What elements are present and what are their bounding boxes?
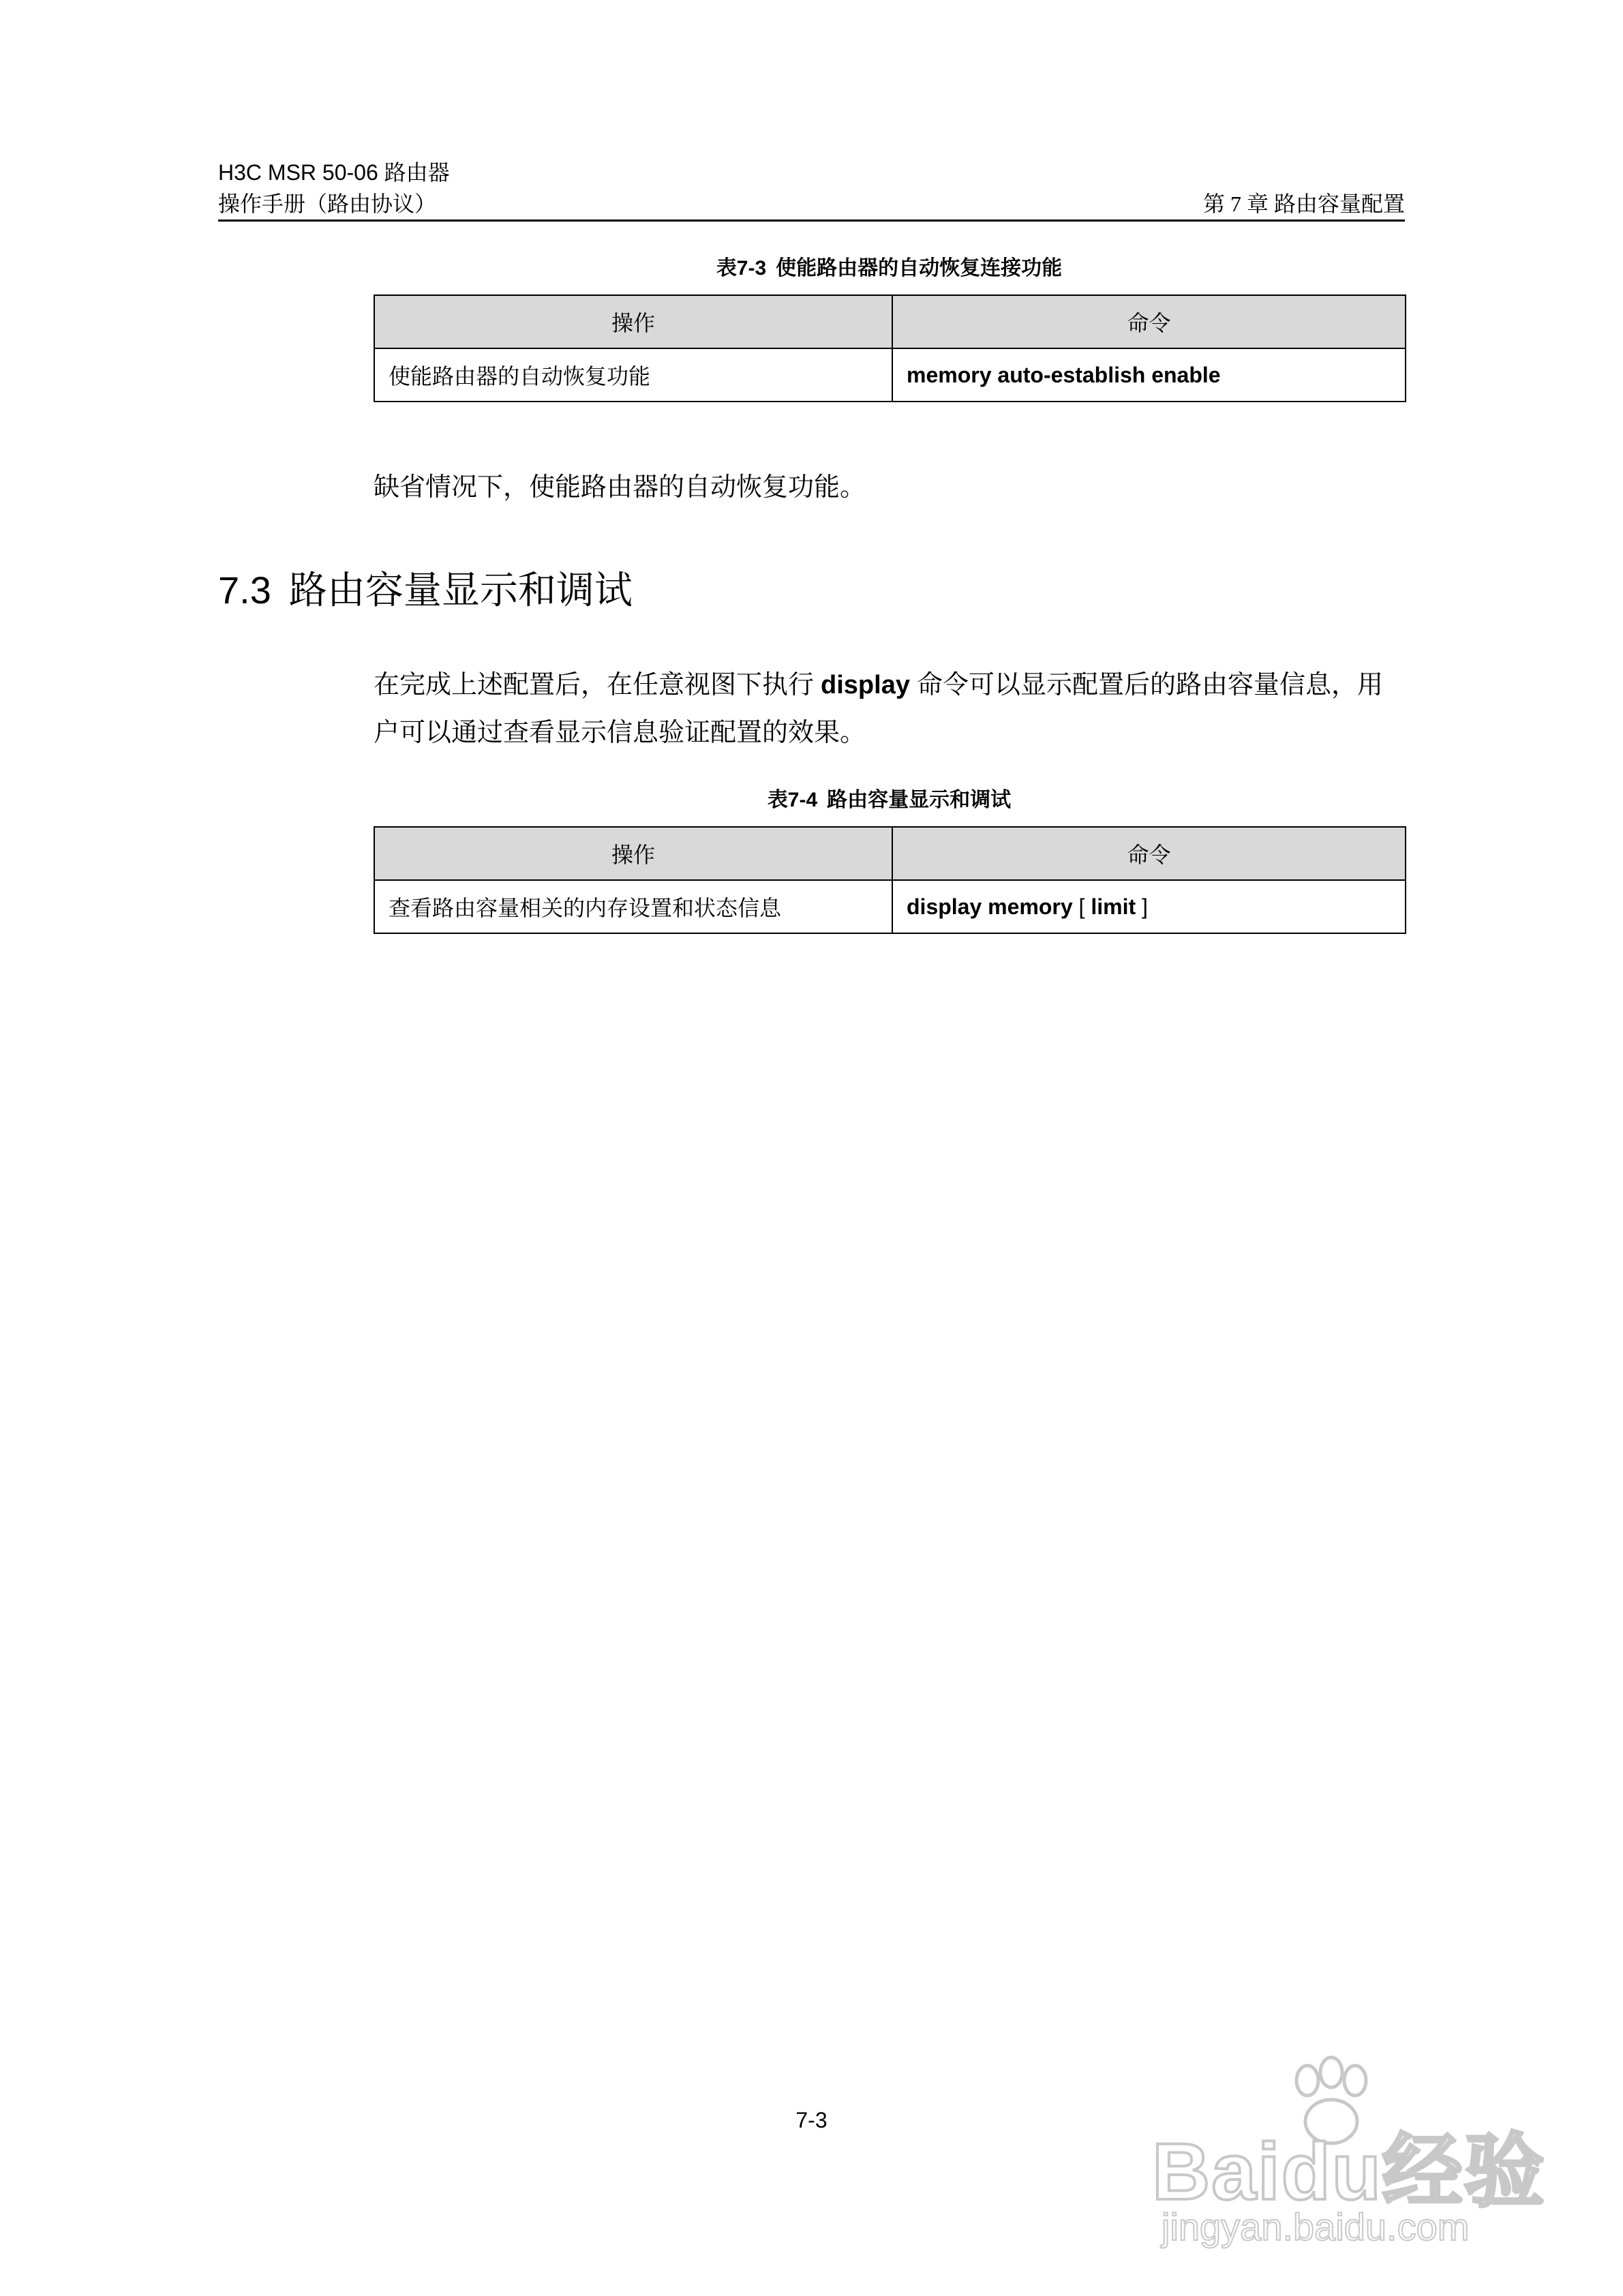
cell-command (892, 880, 1406, 933)
page-number: 7-3 (795, 2108, 828, 2132)
table-7-3-caption-title: 使能路由器的自动恢复连接功能 (776, 257, 1063, 280)
section-heading (218, 563, 633, 618)
header-manual: 操作手册（路由协议） (218, 192, 437, 216)
section-paragraph (374, 661, 1405, 757)
cell-command (892, 348, 1406, 402)
section-title: 路由容量显示和调试 (288, 569, 633, 611)
column-header-operation: 操作 (374, 295, 892, 348)
header-product: H3C MSR 50-06 路由器 (218, 160, 450, 185)
command-text: memory auto-establish enable (907, 362, 1221, 387)
table-7-3-caption-number: 表7-3 (716, 257, 767, 280)
table-7-3 (374, 294, 1406, 402)
command-bracket-open: [ (1078, 894, 1085, 919)
command-bracket-close: ] (1142, 894, 1148, 919)
watermark-brand: Baidu经验 (1152, 2127, 1546, 2217)
paragraph-text-before: 在完成上述配置后，在任意视图下执行 (374, 671, 815, 699)
header-chapter: 第 7 章 路由容量配置 (1202, 192, 1405, 216)
paragraph-text-after: 命令可以显示配置后的路由容量信息，用户可以通过查看显示信息验证配置的效果。 (374, 671, 1383, 747)
default-note: 缺省情况下，使能路由器的自动恢复功能。 (374, 473, 866, 502)
table-header-row (374, 295, 1406, 348)
table-7-3-caption (374, 251, 1405, 281)
table-7-4-caption (374, 783, 1405, 813)
header-rule (218, 220, 1405, 222)
column-header-operation: 操作 (374, 827, 892, 880)
table-header-row (374, 827, 1406, 880)
table-row (374, 880, 1406, 933)
cell-operation: 查看路由容量相关的内存设置和状态信息 (374, 880, 892, 933)
paragraph-keyword: display (821, 671, 910, 699)
table-7-4-caption-number: 表7-4 (767, 789, 818, 811)
command-bold-text: display memory (907, 894, 1073, 919)
page-header-left (218, 157, 450, 220)
table-row (374, 348, 1406, 402)
table-7-4 (374, 826, 1406, 934)
table-7-4-caption-title: 路由容量显示和调试 (827, 789, 1012, 811)
baidu-jingyan-watermark (1152, 2052, 1546, 2256)
column-header-command: 命令 (892, 295, 1406, 348)
section-number: 7.3 (218, 569, 271, 611)
command-argument: limit (1091, 894, 1136, 919)
watermark-url: jingyan.baidu.com (1162, 2205, 1470, 2248)
cell-operation: 使能路由器的自动恢复功能 (374, 348, 892, 402)
column-header-command: 命令 (892, 827, 1406, 880)
